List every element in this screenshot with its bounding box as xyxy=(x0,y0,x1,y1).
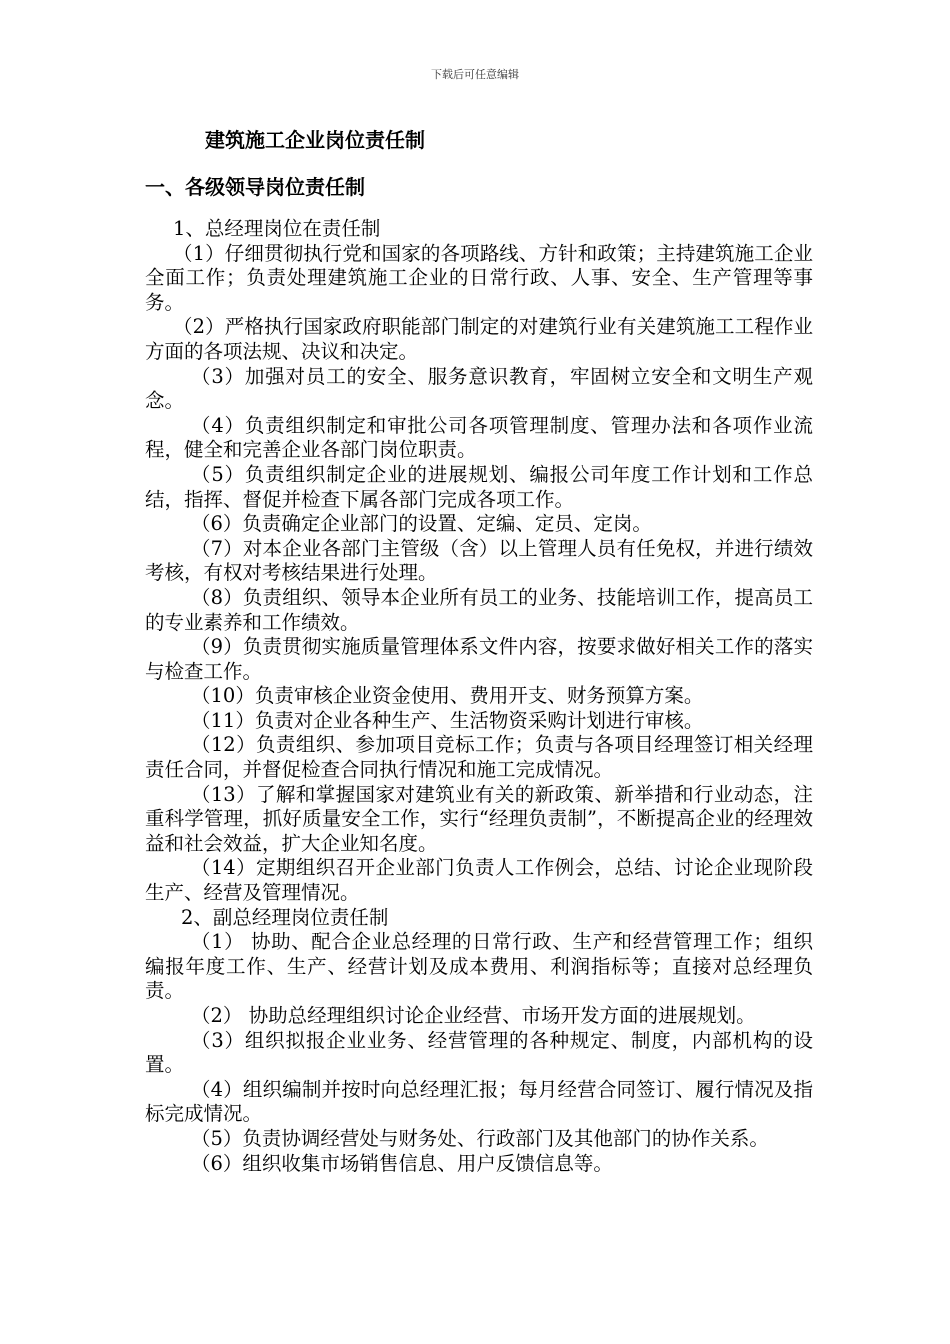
paragraph: （9）负责贯彻实施质量管理体系文件内容，按要求做好相关工作的落实与检查工作。 xyxy=(145,635,813,683)
paragraph: （6）组织收集市场销售信息、用户反馈信息等。 xyxy=(191,1151,613,1175)
subsection-heading-general-manager: 1、总经理岗位在责任制 xyxy=(173,217,381,240)
paragraph: （3）组织拟报企业业务、经营管理的各种规定、制度，内部机构的设置。 xyxy=(145,1028,813,1077)
paragraph: （10）负责审核企业资金使用、费用开支、财务预算方案。 xyxy=(191,684,704,708)
paragraph: （6）负责确定企业部门的设置、定编、定员、定岗。 xyxy=(191,512,652,536)
page-header: 下载后可任意编辑 xyxy=(431,68,519,81)
section-heading: 一、各级领导岗位责任制 xyxy=(145,175,365,199)
document-title: 建筑施工企业岗位责任制 xyxy=(205,128,425,152)
paragraph: （5）负责协调经营处与财务处、行政部门及其他部门的协作关系。 xyxy=(191,1126,769,1150)
paragraph: （14）定期组织召开企业部门负责人工作例会，总结、讨论企业现阶段生产、经营及管理情况。 xyxy=(145,856,813,905)
paragraph: （2）严格执行国家政府职能部门制定的对建筑行业有关建筑施工工程作业方面的各项法规、决议和决定。 xyxy=(145,315,813,363)
paragraph: （5）负责组织制定企业的进展规划、编报公司年度工作计划和工作总结，指挥、督促并检查下属各部门完成各项工作。 xyxy=(145,462,813,511)
paragraph: （12）负责组织、参加项目竞标工作；负责与各项目经理签订相关经理责任合同，并督促检查合同执行情况和施工完成情况。 xyxy=(145,733,813,782)
paragraph: （3）加强对员工的安全、服务意识教育，牢固树立安全和文明生产观念。 xyxy=(145,364,813,413)
paragraph: （11）负责对企业各种生产、生活物资采购计划进行审核。 xyxy=(191,708,704,732)
paragraph: （4）负责组织制定和审批公司各项管理制度、管理办法和各项作业流程，健全和完善企业各部门岗位职责。 xyxy=(145,413,813,462)
paragraph: （4）组织编制并按时向总经理汇报；每月经营合同签订、履行情况及指标完成情况。 xyxy=(145,1077,813,1126)
paragraph: （8）负责组织、领导本企业所有员工的业务、技能培训工作，提高员工的专业素养和工作绩效。 xyxy=(145,585,813,634)
paragraph: （13）了解和掌握国家对建筑业有关的新政策、新举措和行业动态，注重科学管理，抓好质量安全工作，实行“经理负责制”，不断提高企业的经理效益和社会效益，扩大企业知名度。 xyxy=(145,782,813,855)
paragraph: （1） 协助、配合企业总经理的日常行政、生产和经营管理工作；组织编报年度工作、生产、经营计划及成本费用、利润指标等；直接对总经理负责。 xyxy=(145,930,813,1003)
paragraph: （7）对本企业各部门主管级（含）以上管理人员有任免权，并进行绩效考核，有权对考核结果进行处理。 xyxy=(145,536,813,585)
paragraph: （2） 协助总经理组织讨论企业经营、市场开发方面的进展规划。 xyxy=(191,1004,756,1027)
subsection-heading-deputy-manager: 2、副总经理岗位责任制 xyxy=(181,905,389,929)
document-body xyxy=(145,217,813,1176)
paragraph: （1）仔细贯彻执行党和国家的各项路线、方针和政策；主持建筑施工企业全面工作；负责处理建筑施工企业的日常行政、人事、安全、生产管理等事务。 xyxy=(145,241,813,314)
